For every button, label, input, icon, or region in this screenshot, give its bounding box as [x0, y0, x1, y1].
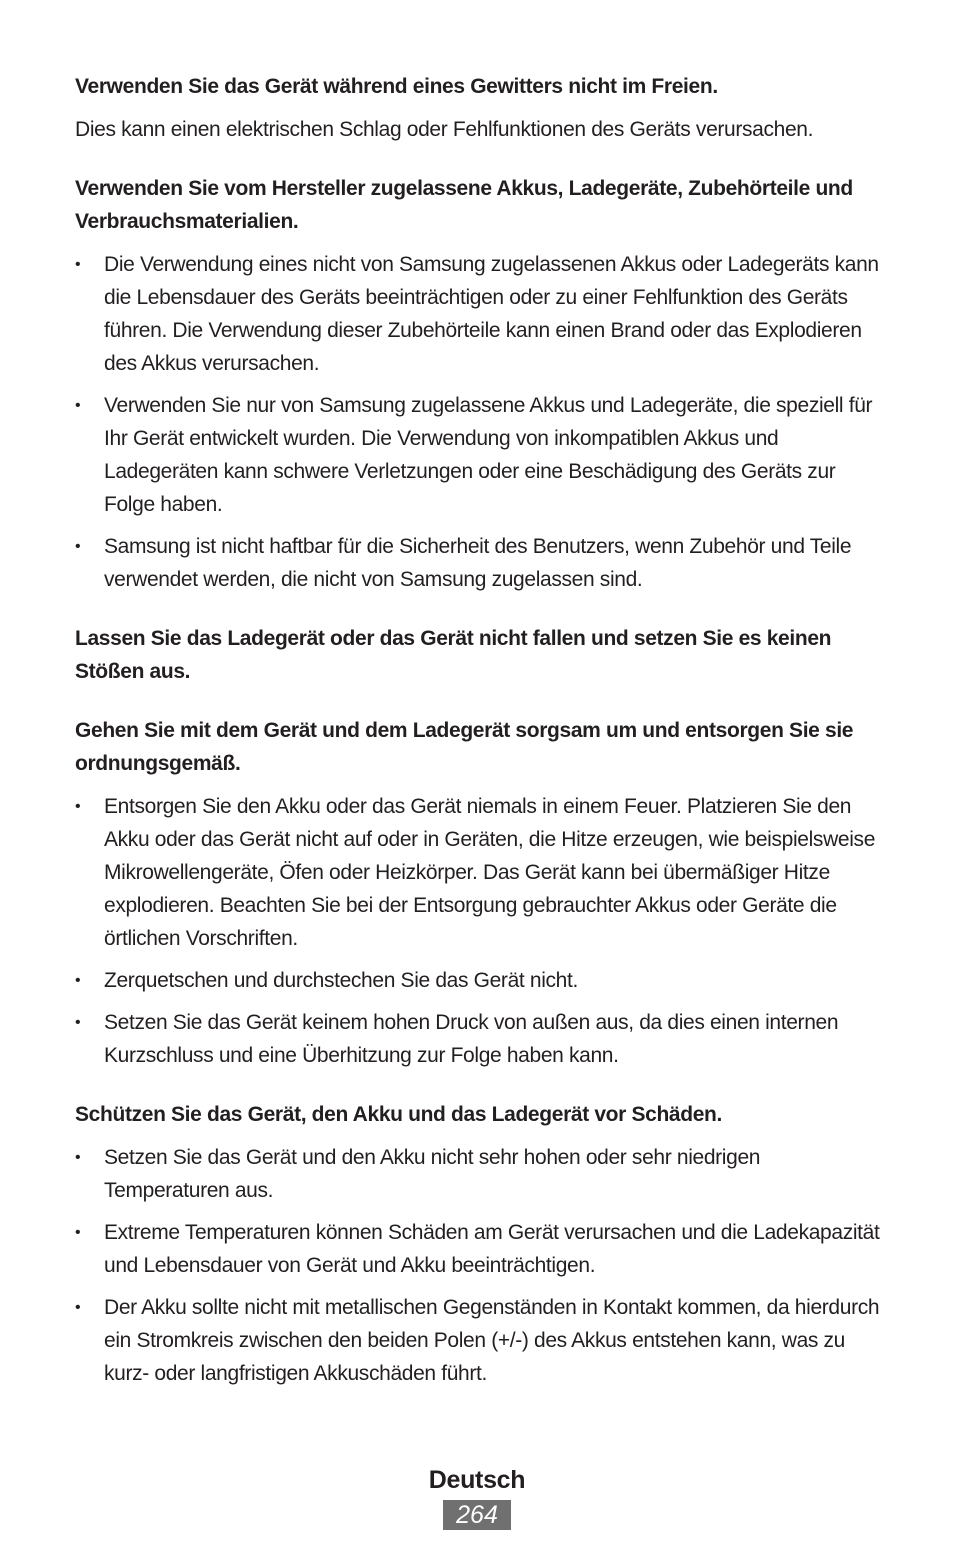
list-item — [75, 1216, 885, 1282]
list-item-text: Verwenden Sie nur von Samsung zugelassene Akkus und Ladegeräte, die speziell für Ihr Gerät entwickelt wurden. Die Verwendung von inkompatiblen Akkus und Ladegeräten kann schwere Verletzungen oder eine Beschädigung des Geräts zur Folge haben. — [104, 394, 873, 516]
section-heading: Schützen Sie das Gerät, den Akku und das Ladegerät vor Schäden. — [75, 1103, 723, 1126]
list-item-text: Der Akku sollte nicht mit metallischen Gegenständen in Kontakt kommen, da hierdurch ein Stromkreis zwischen den beiden Polen (+/-) des Akkus entstehen kann, was zu kurz- oder langfristigen Akkuschäden führt. — [104, 1296, 880, 1385]
bullet-icon: • — [75, 256, 81, 273]
section-heading: Gehen Sie mit dem Gerät und dem Ladegerät sorgsam um und entsorgen Sie sie ordnungsgemäß. — [75, 719, 854, 775]
list-item — [75, 1291, 885, 1390]
bullet-icon: • — [75, 972, 81, 989]
footer-language: Deutsch — [428, 1466, 526, 1494]
bullet-icon: • — [75, 1149, 81, 1166]
list-item — [75, 1006, 885, 1072]
page-number-badge: 264 — [443, 1500, 511, 1530]
bullet-list — [75, 1141, 885, 1390]
section-approved-accessories — [75, 172, 885, 596]
bullet-list — [75, 790, 885, 1072]
list-item — [75, 790, 885, 955]
page-footer — [0, 1462, 954, 1530]
section-drop-warning — [75, 622, 885, 688]
bullet-list — [75, 248, 885, 596]
section-paragraph: Dies kann einen elektrischen Schlag oder Fehlfunktionen des Geräts verursachen. — [75, 118, 814, 141]
section-thunderstorm — [75, 70, 885, 146]
bullet-icon: • — [75, 397, 81, 414]
list-item-text: Zerquetschen und durchstechen Sie das Gerät nicht. — [104, 969, 578, 992]
bullet-icon: • — [75, 1224, 81, 1241]
list-item — [75, 530, 885, 596]
list-item — [75, 389, 885, 521]
list-item-text: Samsung ist nicht haftbar für die Sicherheit des Benutzers, wenn Zubehör und Teile verwendet werden, die nicht von Samsung zugelassen sind. — [104, 535, 852, 591]
bullet-icon: • — [75, 1014, 81, 1031]
section-heading: Lassen Sie das Ladegerät oder das Gerät nicht fallen und setzen Sie es keinen Stößen aus. — [75, 627, 832, 683]
section-heading: Verwenden Sie das Gerät während eines Gewitters nicht im Freien. — [75, 75, 718, 98]
list-item-text: Setzen Sie das Gerät und den Akku nicht sehr hohen oder sehr niedrigen Temperaturen aus. — [104, 1146, 761, 1202]
document-page — [75, 70, 885, 1416]
list-item-text: Die Verwendung eines nicht von Samsung zugelassenen Akkus oder Ladegeräts kann die Lebensdauer des Geräts beeinträchtigen oder zu einer Fehlfunktion des Geräts führen. Die Verwendung dieser Zubehörteile kann einen Brand oder das Explodieren des Akkus verursachen. — [104, 253, 879, 375]
bullet-icon: • — [75, 538, 81, 555]
bullet-icon: • — [75, 1299, 81, 1316]
list-item-text: Extreme Temperaturen können Schäden am Gerät verursachen und die Ladekapazität und Lebensdauer von Gerät und Akku beeinträchtigen. — [104, 1221, 880, 1277]
section-heading: Verwenden Sie vom Hersteller zugelassene Akkus, Ladegeräte, Zubehörteile und Verbrauchsmaterialien. — [75, 177, 853, 233]
bullet-icon: • — [75, 798, 81, 815]
list-item-text: Setzen Sie das Gerät keinem hohen Druck von außen aus, da dies einen internen Kurzschluss und eine Überhitzung zur Folge haben kann. — [104, 1011, 839, 1067]
list-item — [75, 964, 885, 997]
list-item — [75, 1141, 885, 1207]
section-disposal — [75, 714, 885, 1072]
section-protection — [75, 1098, 885, 1390]
list-item — [75, 248, 885, 380]
list-item-text: Entsorgen Sie den Akku oder das Gerät niemals in einem Feuer. Platzieren Sie den Akku oder das Gerät nicht auf oder in Geräten, die Hitze erzeugen, wie beispielsweise Mikrowellengeräte, Öfen oder Heizkörper. Das Gerät kann bei übermäßiger Hitze explodieren. Beachten Sie bei der Entsorgung gebrauchter Akkus oder Geräte die örtlichen Vorschriften. — [104, 795, 876, 950]
